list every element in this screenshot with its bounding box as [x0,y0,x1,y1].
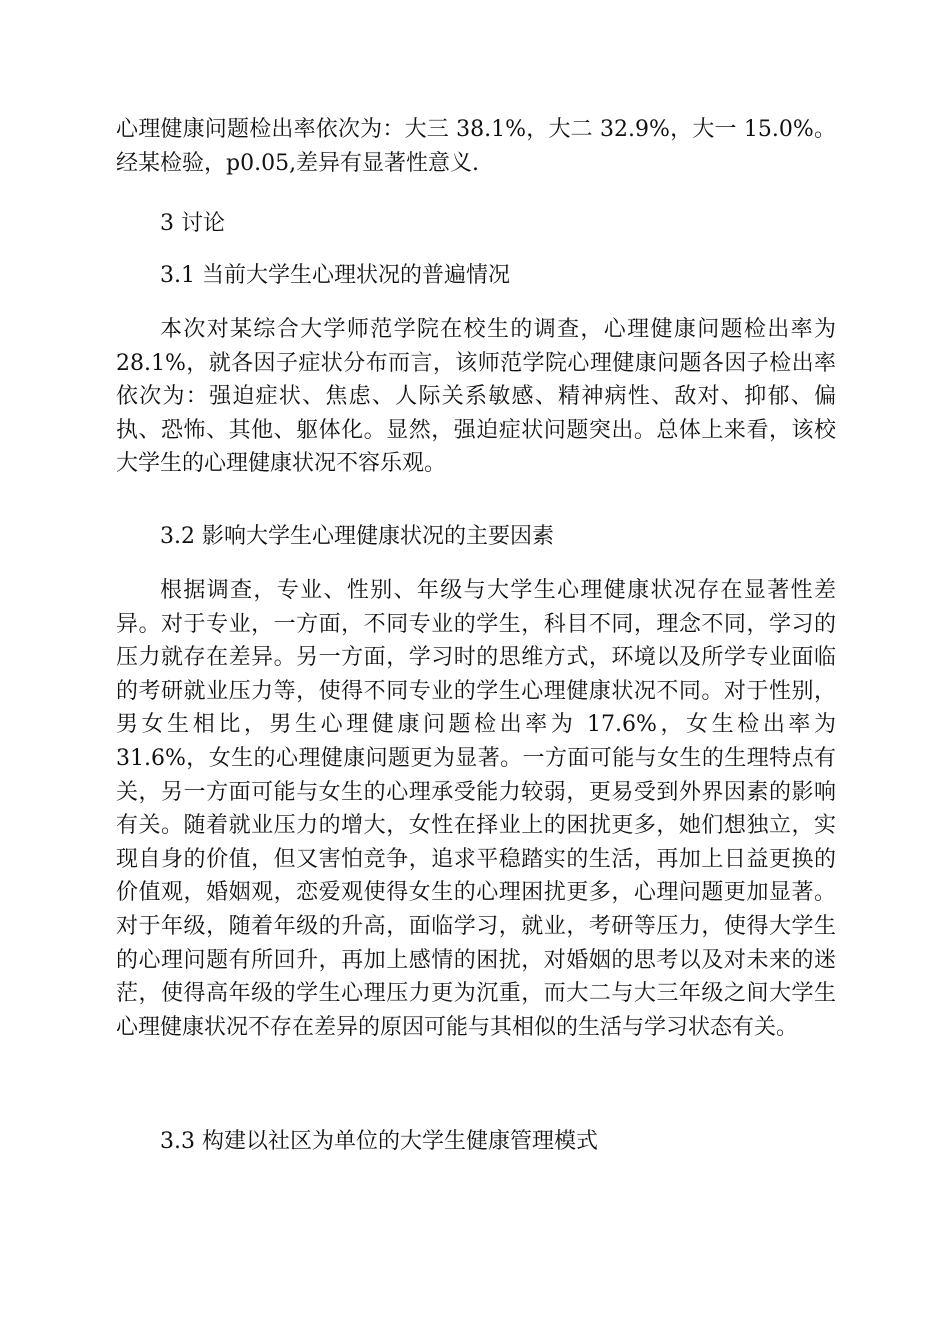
section-3-2-body: 根据调查，专业、性别、年级与大学生心理健康状况存在显著性差异。对于专业，一方面，不同专业的学生，科目不同，理念不同，学习的压力就存在差异。另一方面，学习时的思维方式，环境以及所学专业面临的考研就业压力等，使得不同专业的学生心理健康状况不同。对于性别，男女生相比，男生心理健康问题检出率为 17.6%，女生检出率为 31.6%，女生的心理健康问题更为显著。一方面可能与女生的生理特点有关，另一方面可能与女生的心理承受能力较弱，更易受到外界因素的影响有关。随着就业压力的增大，女性在择业上的困扰更多，她们想独立，实现自身的价值，但又害怕竞争，追求平稳踏实的生活，再加上日益更换的价值观，婚姻观，恋爱观使得女生的心理困扰更多，心理问题更加显著。对于年级，随着年级的升高，面临学习，就业，考研等压力，使得大学生的心理问题有所回升，再加上感情的困扰，对婚姻的思考以及对未来的迷茫，使得高年级的学生心理压力更为沉重，而大二与大三年级之间大学生心理健康状况不存在差异的原因可能与其相似的生活与学习状态有关。 [116,578,836,1040]
section-3-heading: 3 讨论 [160,211,225,236]
section-3-3-heading: 3.3 构建以社区为单位的大学生健康管理模式 [160,1129,598,1154]
continuation-paragraph: 心理健康问题检出率依次为：大三 38.1%，大二 32.9%，大一 15.0%。经某检验，p0.05,差异有显著性意义. [116,117,836,176]
section-3-2-heading: 3.2 影响大学生心理健康状况的主要因素 [160,524,554,549]
section-3-1-body: 本次对某综合大学师范学院在校生的调查，心理健康问题检出率为 28.1%，就各因子症状分布而言，该师范学院心理健康问题各因子检出率依次为：强迫症状、焦虑、人际关系敏感、精神病性、敌对、抑郁、偏执、恐怖、其他、躯体化。显然，强迫症状问题突出。总体上来看，该校大学生的心理健康状况不容乐观。 [116,317,836,477]
section-3-1-heading: 3.1 当前大学生心理状况的普遍情况 [160,263,510,288]
